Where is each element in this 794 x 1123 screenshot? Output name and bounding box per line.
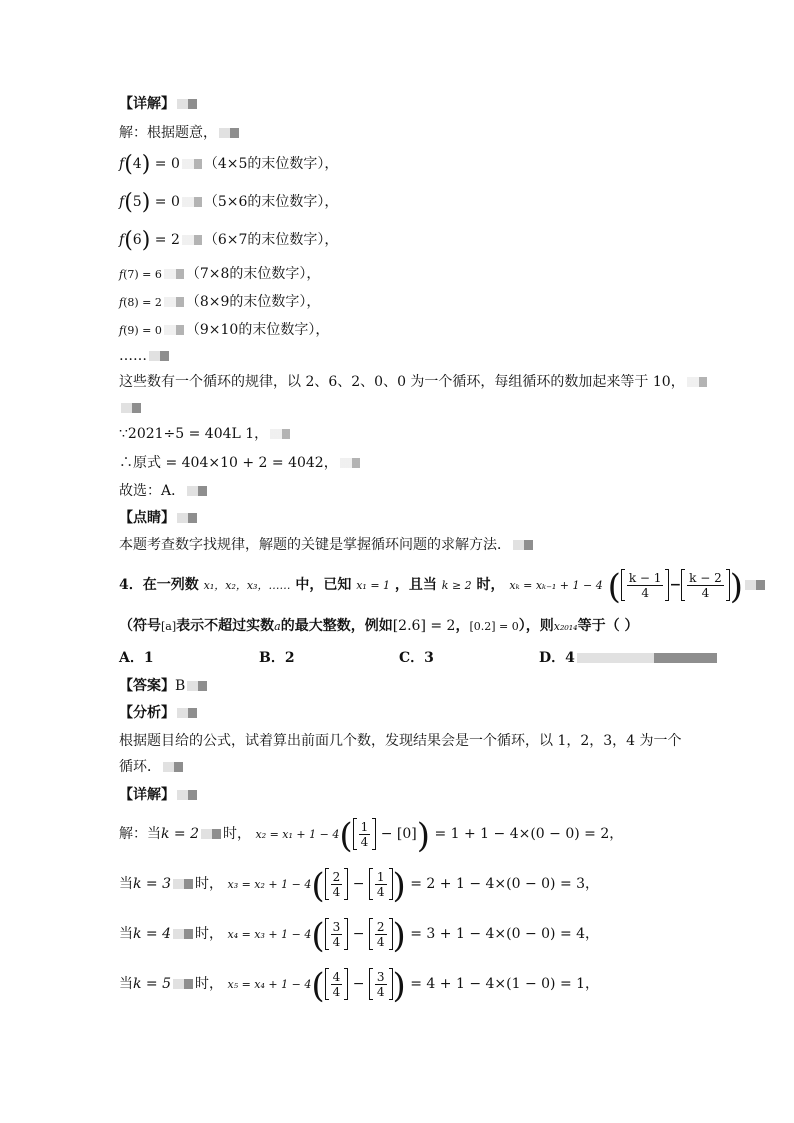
- f7-line: f(7) = 6 （7×8的末位数字），: [119, 266, 321, 282]
- calc-row-k2: 解：当k = 2 时， x₂ = x₁ + 1 − 4( $\frac{1}{4}$ − [0]) = 1 + 1 − 4×(0 − 0) = 2，: [119, 816, 624, 856]
- f9-arg: 9: [127, 324, 135, 337]
- ellipsis-text: ……: [119, 348, 147, 364]
- inline-image-marker-icon: [201, 829, 221, 839]
- q4-text-i: 等于（ ）: [577, 618, 639, 634]
- calc-frac-a: $\frac{2}{4}$: [332, 869, 341, 899]
- calc-when: 时，: [195, 926, 224, 942]
- calc-k: k = 2: [161, 826, 200, 842]
- f9-val: 0: [154, 324, 162, 337]
- f4-val: 0: [170, 156, 180, 172]
- calc-k: k = 4: [133, 926, 172, 942]
- calc-frac-b: $\frac{1}{4}$: [376, 869, 385, 899]
- q4-cond1: x₁ = 1: [356, 579, 391, 592]
- q4-line1: 4．在一列数 x₁，x₂，x₃，…… 中，已知 x₁ = 1 ，且当 k ≥ 2 时， xₖ = xₖ₋₁ + 1 − 4 ( $\frac{k - 1}{4}$ − $\frac{k - 2}{4}$ ): [119, 569, 767, 601]
- f6-line: f(6) = 2 （6×7的末位数字），: [119, 228, 339, 253]
- f5-val: 0: [170, 194, 180, 210]
- f5-line: f(5) = 0 （5×6的末位数字），: [119, 190, 339, 215]
- q4-sequence: x₁，x₂，x₃，……: [203, 579, 291, 592]
- inline-image-marker-icon: [687, 377, 707, 387]
- answer-value: B: [175, 678, 186, 694]
- f7-arg: 7: [127, 268, 135, 281]
- f5-arg: 5: [132, 194, 142, 210]
- inline-image-marker-icon: [177, 99, 197, 109]
- inline-image-marker-icon: [182, 197, 202, 207]
- calc-pre: 解：当: [119, 826, 161, 842]
- option-a: A．1: [119, 650, 154, 666]
- calc-pre: 当: [119, 876, 133, 892]
- comment-heading-text: 【点睛】: [119, 510, 175, 526]
- q4-text-b: 中，已知: [295, 577, 352, 593]
- inline-image-marker-icon: [577, 653, 717, 663]
- calc-frac-b: $\frac{3}{4}$: [376, 969, 385, 999]
- q4-options: [119, 648, 719, 668]
- f8-note: （8×9的末位数字），: [185, 294, 321, 310]
- calc-rhs: = 4 + 1 − 4×(1 − 0) = 1，: [410, 976, 600, 992]
- q4-example2: [0.2] = 0: [469, 620, 519, 633]
- calc-pre: 当: [119, 926, 133, 942]
- q4-text-e: （符号: [119, 618, 161, 634]
- choose-line: [119, 481, 209, 501]
- calc-lhs: x₂ = x₁ + 1 − 4: [255, 828, 340, 841]
- q4-text-h: ），则: [518, 618, 554, 634]
- inline-image-marker-icon: [177, 708, 197, 718]
- inline-image-marker-icon: [187, 486, 207, 496]
- comment-line: [119, 535, 535, 555]
- inline-image-marker-icon: [164, 325, 184, 335]
- q4-separator: ，: [455, 618, 470, 634]
- q4-text-d: 时，: [476, 577, 505, 593]
- because-text: ∵2021÷5 = 404L 1，: [119, 426, 269, 442]
- q4-line2: [119, 616, 638, 637]
- calc-frac-a: $\frac{4}{4}$: [332, 969, 341, 999]
- inline-image-marker-icon: [177, 790, 197, 800]
- calc-lhs: x₅ = x₄ + 1 − 4: [227, 978, 312, 991]
- q4-formula-lhs: xₖ = xₖ₋₁ + 1 − 4: [509, 579, 603, 592]
- calc-row-k3: 当k = 3 时， x₃ = x₂ + 1 − 4( $\frac{2}{4}$ − $\frac{1}{4}$ ) = 2 + 1 − 4×(0 − 0) = 3，: [119, 866, 600, 906]
- therefore-text: ∴原式 = 404×10 + 2 = 4042，: [119, 455, 338, 471]
- q4-text-a: 4．在一列数: [119, 577, 199, 593]
- f4-line: f(4) = 0 （4×5的末位数字），: [119, 152, 339, 177]
- q4-text-c: ，且当: [394, 577, 437, 593]
- analysis-line1: [119, 731, 682, 751]
- inline-image-marker-icon: [164, 297, 184, 307]
- f4-note: （4×5的末位数字），: [203, 156, 339, 172]
- inline-image-marker-icon: [513, 540, 533, 550]
- inline-image-marker-icon: [177, 513, 197, 523]
- analysis-text-2: 循环．: [119, 759, 161, 775]
- q4-text-g: 的最大整数，例如: [280, 618, 393, 634]
- calc-lhs: x₃ = x₂ + 1 − 4: [227, 878, 312, 891]
- inline-image-marker-icon: [164, 269, 184, 279]
- calc-k: k = 5: [133, 976, 172, 992]
- f8-arg: 8: [127, 296, 135, 309]
- f8-val: 2: [154, 296, 162, 309]
- f9-note: （9×10的末位数字），: [185, 322, 330, 338]
- calc-frac-a: $\frac{3}{4}$: [332, 919, 341, 949]
- choose-text: 故选：A．: [119, 483, 186, 499]
- ellipsis-line: [119, 346, 171, 366]
- analysis-heading: [119, 703, 199, 723]
- inline-image-marker-icon: [182, 235, 202, 245]
- inline-image-marker-icon: [173, 879, 193, 889]
- option-b: B．2: [259, 650, 295, 666]
- calc-b: [0]: [396, 826, 417, 842]
- inline-image-marker-icon: [182, 159, 202, 169]
- pattern-marker-line: [119, 398, 143, 418]
- explain-heading-text: 【详解】: [119, 96, 175, 112]
- inline-image-marker-icon: [340, 458, 360, 468]
- q4-text-f: 表示不超过实数: [176, 618, 275, 634]
- inline-image-marker-icon: [121, 403, 141, 413]
- f6-arg: 6: [132, 232, 142, 248]
- option-d: D．4: [539, 650, 575, 666]
- inline-image-marker-icon: [163, 762, 183, 772]
- calc-frac-b: $\frac{2}{4}$: [376, 919, 385, 949]
- calc-row-k4: 当k = 4 时， x₄ = x₃ + 1 − 4( $\frac{3}{4}$ − $\frac{2}{4}$ ) = 3 + 1 − 4×(0 − 0) = 4，: [119, 916, 600, 956]
- calc-rhs: = 2 + 1 − 4×(0 − 0) = 3，: [410, 876, 600, 892]
- analysis-line2: [119, 757, 185, 777]
- calc-rhs: = 3 + 1 − 4×(0 − 0) = 4，: [410, 926, 600, 942]
- explain2-heading: [119, 785, 199, 805]
- q4-var-a: a: [274, 620, 281, 633]
- answer-heading: 【答案】: [119, 678, 175, 694]
- calc-when: 时，: [223, 826, 252, 842]
- calc-when: 时，: [195, 876, 224, 892]
- calc-pre: 当: [119, 976, 133, 992]
- explain-intro: [119, 123, 241, 143]
- analysis-text-1: 根据题目给的公式，试着算出前面几个数，发现结果会是一个循环，以 1，2，3，4 为一个: [119, 733, 682, 749]
- inline-image-marker-icon: [149, 351, 169, 361]
- f6-val: 2: [170, 232, 180, 248]
- q4-frac-b: $\frac{k - 2}{4}$: [689, 570, 722, 600]
- calc-when: 时，: [195, 976, 224, 992]
- comment-text: 本题考查数字找规律，解题的关键是掌握循环问题的求解方法．: [119, 537, 511, 553]
- calc-k: k = 3: [133, 876, 172, 892]
- f7-val: 6: [154, 268, 162, 281]
- q4-target: x₂₀₁₄: [553, 620, 578, 633]
- calc-lhs: x₄ = x₃ + 1 − 4: [227, 928, 312, 941]
- therefore-line: [119, 453, 362, 473]
- inline-image-marker-icon: [173, 979, 193, 989]
- comment-heading: [119, 508, 199, 528]
- inline-image-marker-icon: [187, 681, 207, 691]
- inline-image-marker-icon: [745, 580, 765, 590]
- inline-image-marker-icon: [270, 429, 290, 439]
- f6-note: （6×7的末位数字），: [203, 232, 339, 248]
- answer-line: [119, 676, 209, 696]
- explain-intro-text: 解：根据题意，: [119, 125, 217, 141]
- f9-line: f(9) = 0 （9×10的末位数字），: [119, 322, 330, 338]
- analysis-heading-text: 【分析】: [119, 705, 175, 721]
- pattern-text: 这些数有一个循环的规律，以 2、6、2、0、0 为一个循环，每组循环的数加起来等于 10，: [119, 374, 685, 390]
- f5-note: （5×6的末位数字），: [203, 194, 339, 210]
- inline-image-marker-icon: [219, 128, 239, 138]
- q4-example1: [2.6] = 2: [392, 618, 456, 634]
- calc-row-k5: 当k = 5 时， x₅ = x₄ + 1 − 4( $\frac{4}{4}$ − $\frac{3}{4}$ ) = 4 + 1 − 4×(1 − 0) = 1，: [119, 966, 600, 1006]
- explain-heading: [119, 94, 199, 114]
- calc-rhs: = 1 + 1 − 4×(0 − 0) = 2，: [434, 826, 624, 842]
- f8-line: f(8) = 2 （8×9的末位数字），: [119, 294, 321, 310]
- q4-symbol: [a]: [161, 620, 177, 633]
- explain2-heading-text: 【详解】: [119, 787, 175, 803]
- q4-frac-a: $\frac{k - 1}{4}$: [628, 570, 662, 600]
- q4-cond2: k ≥ 2: [441, 579, 472, 592]
- inline-image-marker-icon: [173, 929, 193, 939]
- because-line: [119, 424, 292, 444]
- f4-arg: 4: [132, 156, 142, 172]
- f7-note: （7×8的末位数字），: [185, 266, 321, 282]
- option-c: C．3: [399, 650, 434, 666]
- calc-frac-a: $\frac{1}{4}$: [360, 819, 369, 849]
- pattern-line: [119, 372, 709, 392]
